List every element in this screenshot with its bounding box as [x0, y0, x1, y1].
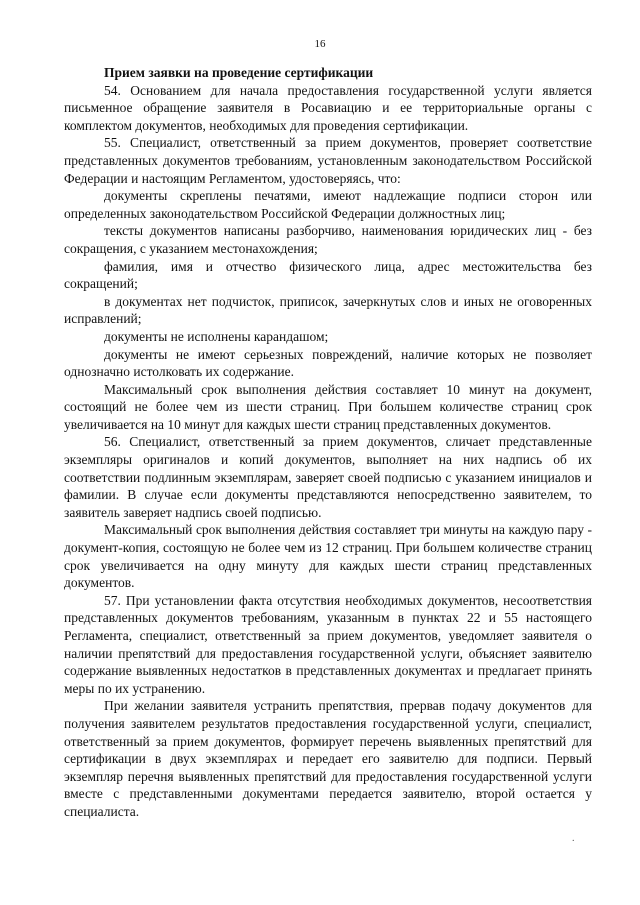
list-item-seals: документы скреплены печатями, имеют надлежащие подписи сторон или определенных законодательством Российской Федерации должностных лиц;: [64, 188, 592, 221]
paragraph-obstacles: При желании заявителя устранить препятствия, прервав подачу документов для получения заявителем результатов предоставления государственной услуги, специалист, ответственный за прием документов, формирует перечень выявленных препятствий для сертификации в двух экземплярах и передает его заявителю для подписи. Первый экземпляр перечня выявленных препятствий для предоставления государственной услуги вместе с представленными документами передается заявителю, второй остается у специалиста.: [64, 698, 592, 819]
stray-mark: .: [572, 833, 575, 844]
list-item-legible: тексты документов написаны разборчиво, наименования юридических лиц - без сокращения, с указанием местонахождения;: [64, 223, 592, 256]
paragraph-deadline-1: Максимальный срок выполнения действия составляет 10 минут на документ, состоящий не более чем из шести страниц. При большем количестве страниц срок увеличивается на 10 минут для каждых шести страниц представленных документов.: [64, 381, 592, 432]
paragraph-54: 54. Основанием для начала предоставления государственной услуги является письменное обращение заявителя в Росавиацию и ее территориальные органы с комплектом документов, необходимых для проведения сертификации.: [64, 82, 592, 133]
document-body: [64, 64, 592, 821]
list-item-full-name: фамилия, имя и отчество физического лица, адрес местожительства без сокращений;: [64, 258, 592, 292]
page-number: 16: [314, 38, 326, 50]
paragraph-57: 57. При установлении факта отсутствия необходимых документов, несоответствия представленных документов требованиям, указанным в пунктах 22 и 55 настоящего Регламента, специалист, ответственный за прием документов, уведомляет заявителя о наличии препятствий для предоставления государственной услуги, объясняет заявителю содержание выявленных недостатков в представленных документах и предлагает принять меры по их устранению.: [64, 592, 592, 696]
paragraph-55: 55. Специалист, ответственный за прием документов, проверяет соответствие представленных документов требованиям, установленным законодательством Российской Федерации и настоящим Регламентом, удостоверяясь, что:: [64, 135, 592, 186]
paragraph-56: 56. Специалист, ответственный за прием документов, сличает представленные экземпляры оригиналов и копий документов, выполняет на них надпись об их соответствии подлинным экземплярам, заверяет своей подписью с указанием инициалов и фамилии. В случае если документы представляются непосредственно заявителем, то заявитель заверяет надпись своей подписью.: [64, 434, 592, 520]
list-item-no-damage: документы не имеют серьезных повреждений, наличие которых не позволяет однозначно истолковать их содержание.: [64, 346, 592, 380]
paragraph-deadline-2: Максимальный срок выполнения действия составляет три минуты на каждую пару - документ-копия, состоящую не более чем из 12 страниц. При большем количестве страниц срок увеличивается на одну минуту для каждых шести страниц представленных документов.: [64, 522, 592, 591]
list-item-no-erasures: в документах нет подчисток, приписок, зачеркнутых слов и иных не оговоренных исправлений;: [64, 293, 592, 327]
section-heading: Прием заявки на проведение сертификации: [104, 65, 374, 80]
list-item-not-pencil: документы не исполнены карандашом;: [104, 328, 329, 344]
